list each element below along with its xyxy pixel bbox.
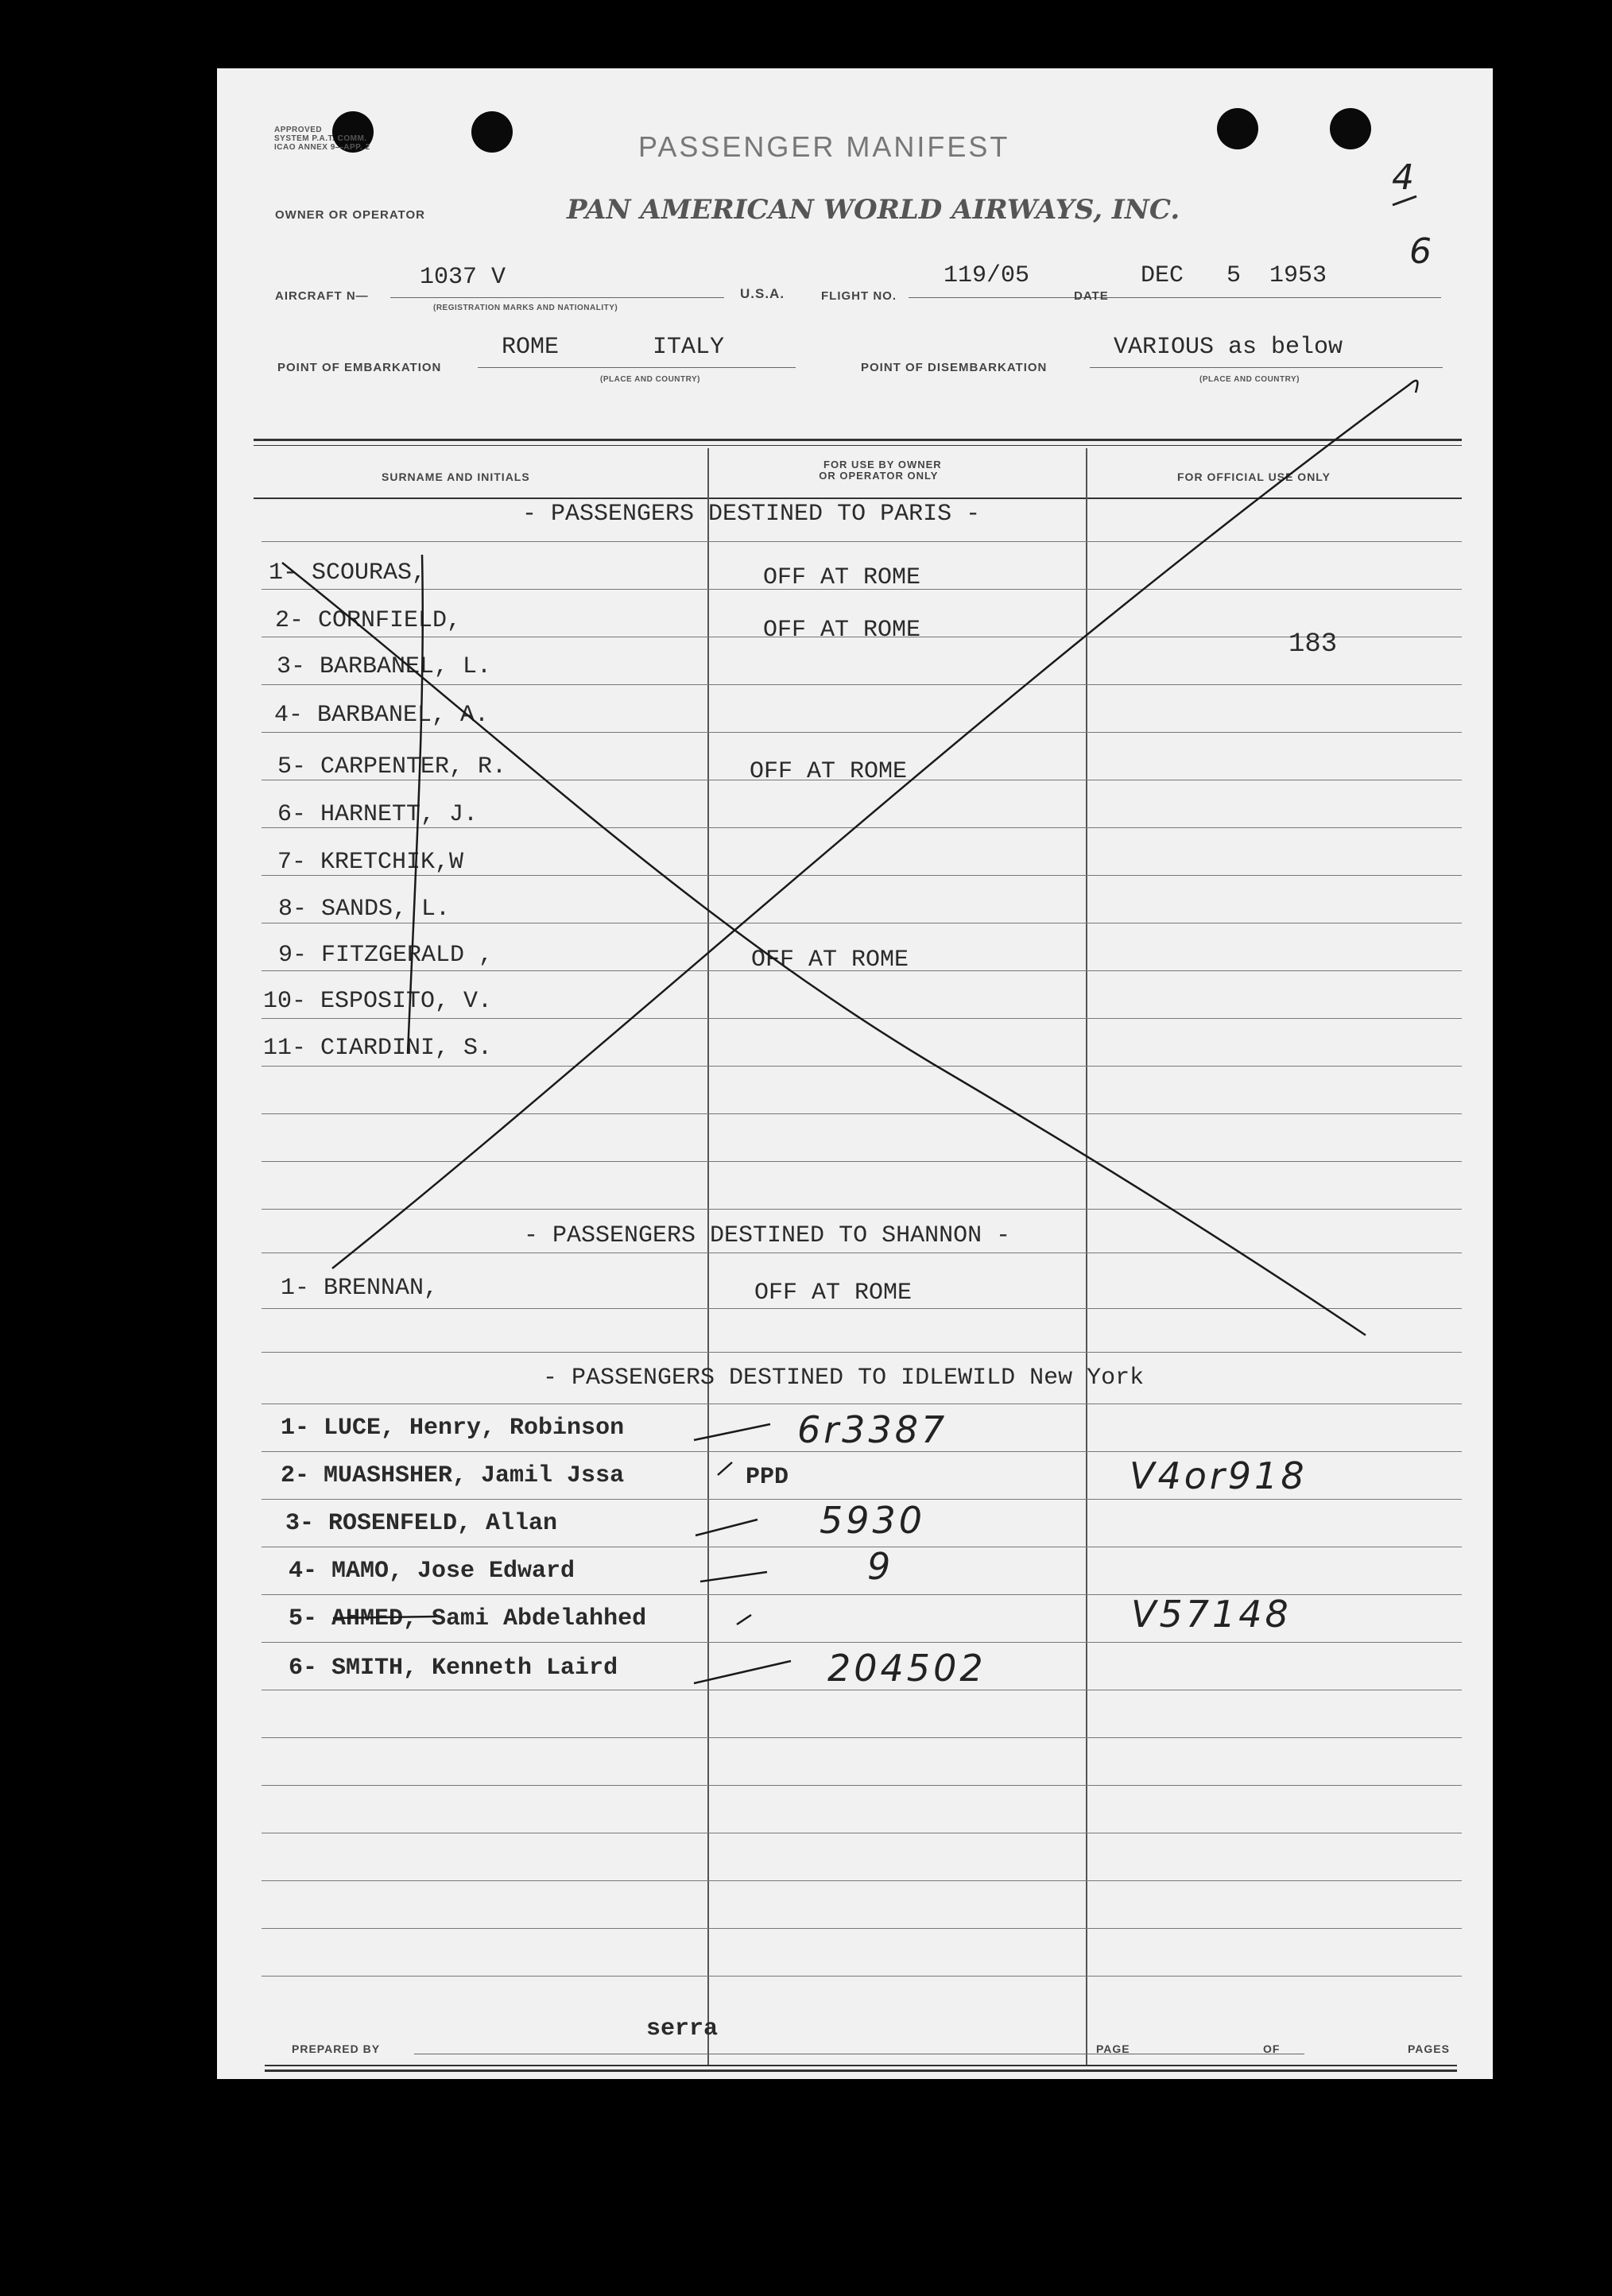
paris-passenger-name: 7- KRETCHIK,W (277, 849, 464, 876)
flight-value: 119/05 (944, 262, 1030, 289)
paris-passenger-note: OFF AT ROME (750, 758, 908, 785)
paris-passenger-name: 3- BARBANEL, L. (277, 653, 492, 680)
form-title: PASSENGER MANIFEST (638, 130, 1010, 163)
corner-note-bottom: 6 (1409, 231, 1435, 272)
page-label: PAGE (1096, 2042, 1130, 2055)
idlewild-passenger-name: 5- AHMED, Sami Abdelahhed (289, 1605, 647, 1632)
embark-label: POINT OF EMBARKATION (277, 361, 442, 374)
paris-passenger-name: 4- BARBANEL, A. (274, 702, 490, 729)
section-shannon: - PASSENGERS DESTINED TO SHANNON - (524, 1222, 1011, 1249)
section-idlewild: - PASSENGERS DESTINED TO IDLEWILD New York (543, 1365, 1145, 1392)
approval-block: APPROVED SYSTEM P.A.T. COMM. ICAO ANNEX 9—APP. 2 (274, 126, 370, 152)
manifest-sheet (217, 68, 1493, 2079)
section-paris: - PASSENGERS DESTINED TO PARIS - (522, 501, 981, 528)
idlewild-official: V57148 (1131, 1593, 1292, 1636)
embark-country: ITALY (653, 334, 725, 361)
paris-passenger-name: 5- CARPENTER, R. (277, 753, 507, 780)
prepared-label: PREPARED BY (292, 2042, 381, 2055)
date-value: DEC 5 1953 (1141, 262, 1327, 289)
paris-passenger-name: 11- CIARDINI, S. (263, 1035, 493, 1062)
pages-label: PAGES (1408, 2042, 1450, 2055)
idlewild-passenger-name: 6- SMITH, Kenneth Laird (289, 1655, 618, 1682)
paris-passenger-note: OFF AT ROME (751, 947, 909, 974)
idlewild-handnote: PPD (746, 1464, 789, 1491)
paris-passenger-name: 10- ESPOSITO, V. (263, 988, 493, 1015)
idlewild-passenger-name: 2- MUASHSHER, Jamil Jssa (281, 1462, 625, 1489)
idlewild-handnote: 5930 (820, 1499, 926, 1542)
flight-label: FLIGHT NO. (821, 289, 897, 303)
idlewild-passenger-name: 4- MAMO, Jose Edward (289, 1558, 575, 1585)
paris-passenger-name: 2- CORNFIELD, (275, 607, 462, 634)
prepared-value: serra (646, 2015, 719, 2042)
idlewild-official: V4or918 (1130, 1454, 1308, 1497)
idlewild-handnote: 9 (867, 1545, 894, 1588)
paris-passenger-note: OFF AT ROME (763, 564, 921, 591)
pen-marks (217, 68, 1493, 2079)
of-label: OF (1263, 2042, 1281, 2055)
col-header-operator: FOR USE BY OWNER OR OPERATOR ONLY (819, 459, 942, 482)
aircraft-value: 1037 V (420, 264, 506, 291)
disembark-label: POINT OF DISEMBARKATION (861, 361, 1048, 374)
aircraft-label: AIRCRAFT N— (275, 289, 369, 303)
disembark-value: VARIOUS as below (1114, 334, 1343, 361)
paris-passenger-name: 9- FITZGERALD , (278, 942, 494, 969)
official-mark: 183 (1288, 629, 1338, 660)
paris-passenger-name: 6- HARNETT, J. (277, 801, 479, 828)
usa-label: U.S.A. (740, 286, 785, 301)
registration-caption: (REGISTRATION MARKS AND NATIONALITY) (433, 304, 618, 312)
corner-note-top: 4 (1392, 157, 1417, 198)
idlewild-handnote: 6r3387 (797, 1408, 948, 1451)
idlewild-passenger-name: 1- LUCE, Henry, Robinson (281, 1415, 625, 1442)
date-label: DATE (1074, 289, 1109, 303)
shannon-passenger-name: 1- BRENNAN, (281, 1275, 439, 1302)
shannon-passenger-note: OFF AT ROME (754, 1280, 913, 1307)
paris-passenger-name: 8- SANDS, L. (278, 896, 451, 923)
place-caption: (PLACE AND COUNTRY) (600, 375, 700, 384)
col-header-surname: SURNAME AND INITIALS (382, 470, 530, 483)
owner-value: PAN AMERICAN WORLD AIRWAYS, INC. (567, 194, 1180, 226)
idlewild-passenger-name: 3- ROSENFELD, Allan (285, 1510, 558, 1537)
paris-passenger-name: 1- SCOURAS, (269, 559, 427, 587)
col-header-official: FOR OFFICIAL USE ONLY (1177, 470, 1331, 483)
place-caption: (PLACE AND COUNTRY) (1199, 375, 1300, 384)
embark-city: ROME (502, 334, 560, 361)
owner-label: OWNER OR OPERATOR (275, 208, 425, 222)
paris-passenger-note: OFF AT ROME (763, 617, 921, 644)
idlewild-handnote: 204502 (827, 1647, 986, 1690)
